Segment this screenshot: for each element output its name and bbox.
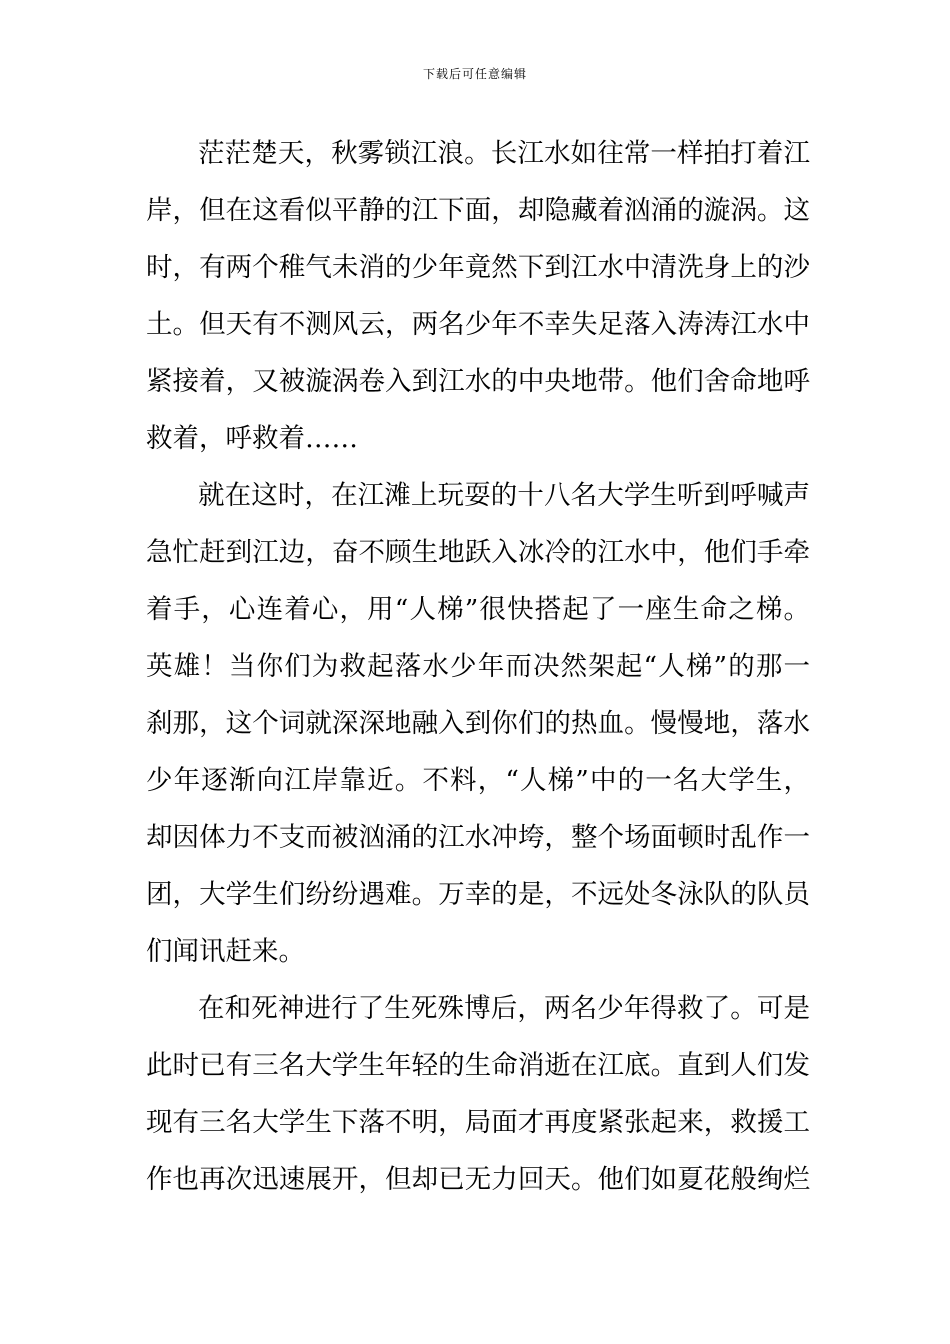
paragraph-2-line-5: 刹那，这个词就深深地融入到你们的热血。慢慢地，落水 — [146, 708, 810, 739]
paragraph-1-line-1: 茫茫楚天，秋雾锁江浪。长江水如往常一样拍打着江 — [198, 138, 810, 169]
paragraph-2-line-3: 着手，心连着心，用“人梯”很快搭起了一座生命之梯。 — [146, 594, 810, 625]
page-header: 下载后可任意编辑 — [422, 67, 527, 81]
paragraph-3-line-2: 此时已有三名大学生年轻的生命消逝在江底。直到人们发 — [146, 1050, 810, 1081]
paragraph-2-line-1: 就在这时，在江滩上玩耍的十八名大学生听到呼喊声 — [198, 480, 810, 511]
paragraph-3-line-3: 现有三名大学生下落不明，局面才再度紧张起来，救援工 — [146, 1107, 810, 1138]
paragraph-1-line-2: 岸，但在这看似平静的江下面，却隐藏着汹涌的漩涡。这 — [146, 195, 810, 226]
paragraph-2-line-4: 英雄！当你们为救起落水少年而决然架起“人梯”的那一 — [146, 651, 810, 682]
paragraph-1-line-4: 土。但天有不测风云，两名少年不幸失足落入涛涛江水中 — [146, 309, 810, 340]
paragraph-2-line-7: 却因体力不支而被汹涌的江水冲垮，整个场面顿时乱作一 — [146, 822, 810, 853]
paragraph-1-line-5: 紧接着，又被漩涡卷入到江水的中央地带。他们舍命地呼 — [146, 366, 810, 397]
paragraph-2-line-6: 少年逐渐向江岸靠近。不料，“人梯”中的一名大学生， — [146, 765, 810, 796]
paragraph-1-line-3: 时，有两个稚气未消的少年竟然下到江水中清洗身上的沙 — [146, 252, 810, 283]
paragraph-2-line-8: 团，大学生们纷纷遇难。万幸的是，不远处冬泳队的队员 — [146, 879, 810, 910]
paragraph-2-line-2: 急忙赶到江边，奋不顾生地跃入冰冷的江水中，他们手牵 — [146, 537, 810, 568]
paragraph-1-line-6: 救着，呼救着…… — [146, 423, 358, 454]
body-text — [146, 125, 810, 1208]
paragraph-2-line-9: 们闻讯赶来。 — [146, 936, 305, 967]
paragraph-3-line-4: 作也再次迅速展开，但却已无力回天。他们如夏花般绚烂 — [146, 1164, 810, 1195]
paragraph-3-line-1: 在和死神进行了生死殊博后，两名少年得救了。可是 — [198, 993, 810, 1024]
